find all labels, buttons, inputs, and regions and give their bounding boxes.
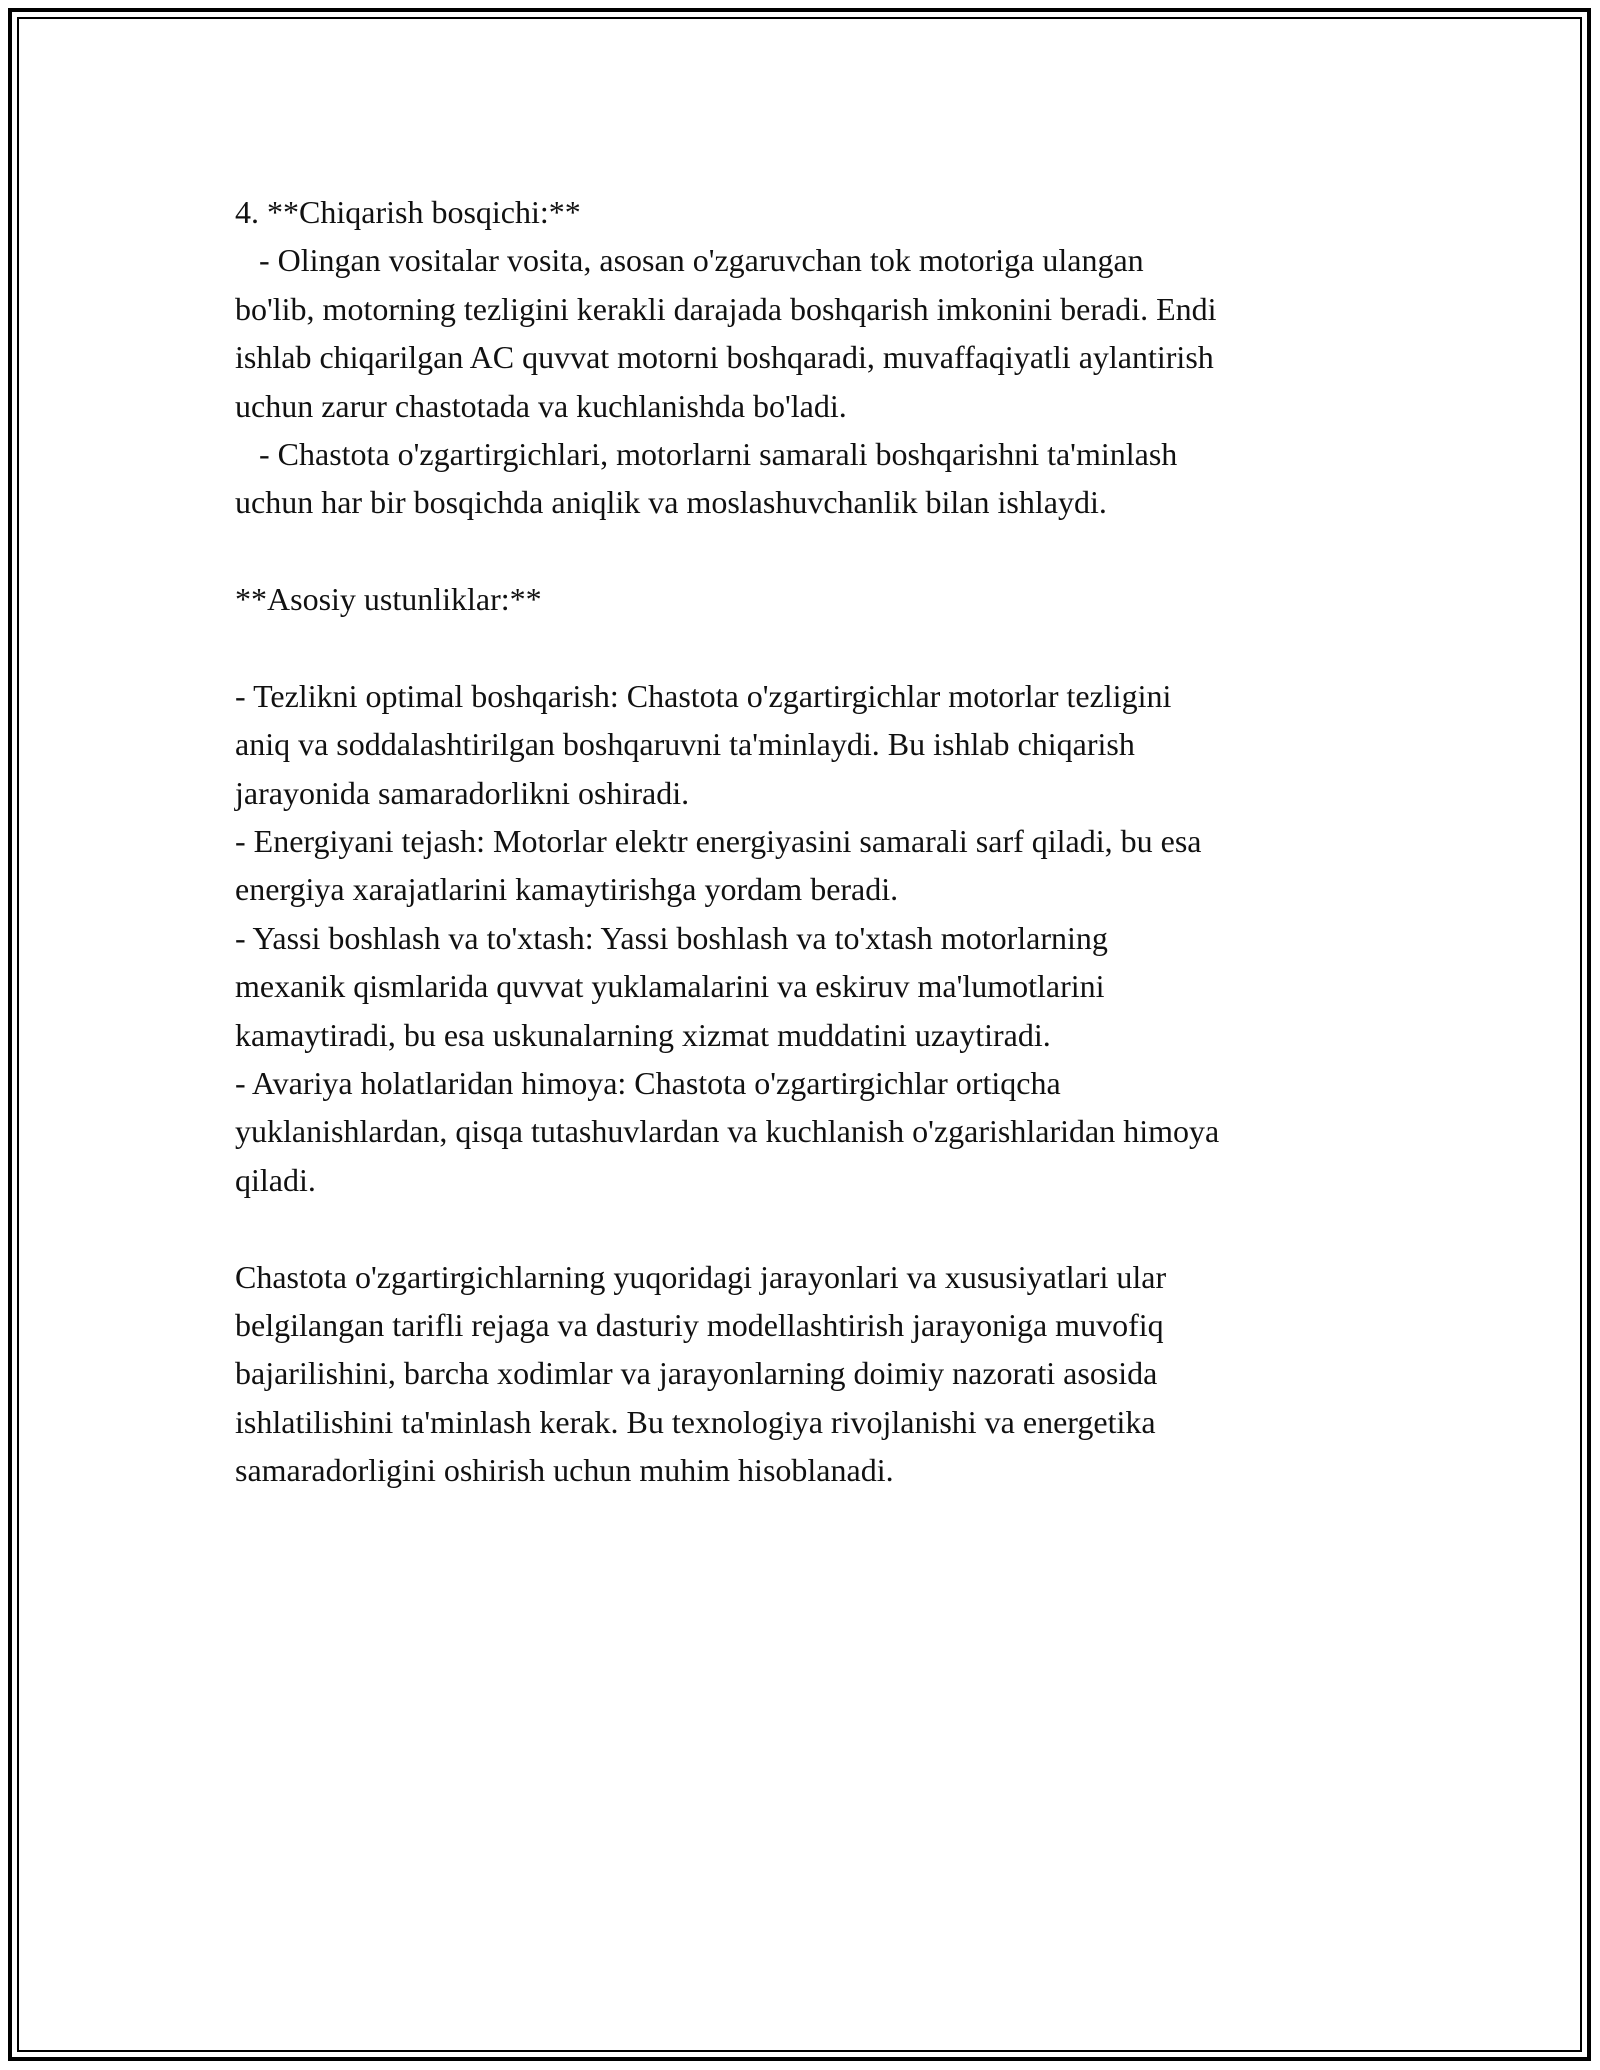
text-line: - Olingan vositalar vosita, asosan o'zgaruvchan tok motoriga ulangan	[235, 242, 1144, 279]
text-line: jarayonida samaradorlikni oshiradi.	[235, 774, 690, 811]
text-line: - Chastota o'zgartirgichlari, motorlarni samarali boshqarishni ta'minlash	[235, 435, 1178, 472]
text-line: samaradorligini oshirish uchun muhim hisoblanadi.	[235, 1452, 894, 1489]
text-line: energiya xarajatlarini kamaytirishga yordam beradi.	[235, 871, 899, 908]
paragraph-gap	[235, 1204, 1375, 1252]
paragraph-gap	[235, 527, 1375, 575]
text-line: - Tezlikni optimal boshqarish: Chastota o'zgartirgichlar motorlar tezligini	[235, 677, 1172, 714]
text-line: ishlatilishini ta'minlash kerak. Bu texnologiya rivojlanishi va energetika	[235, 1403, 1156, 1440]
text-line: ishlab chiqarilgan AC quvvat motorni boshqaradi, muvaffaqiyatli aylantirish	[235, 339, 1214, 376]
paragraph-gap	[235, 624, 1375, 672]
text-line: belgilangan tarifli rejaga va dasturiy modellashtirish jarayoniga muvofiq	[235, 1306, 1164, 1343]
text-line: yuklanishlardan, qisqa tutashuvlardan va kuchlanish o'zgarishlaridan himoya	[235, 1113, 1220, 1150]
text-line: aniq va soddalashtirilgan boshqaruvni ta'minlaydi. Bu ishlab chiqarish	[235, 726, 1135, 763]
text-line: qiladi.	[235, 1161, 316, 1198]
text-line: uchun har bir bosqichda aniqlik va moslashuvchanlik bilan ishlaydi.	[235, 484, 1107, 521]
text-line: bo'lib, motorning tezligini kerakli darajada boshqarish imkonini beradi. Endi	[235, 290, 1217, 327]
text-line: - Yassi boshlash va to'xtash: Yassi boshlash va to'xtash motorlarning	[235, 919, 1108, 956]
section-heading: 4. **Chiqarish bosqichi:**	[235, 194, 581, 230]
text-line: bajarilishini, barcha xodimlar va jarayonlarning doimiy nazorati asosida	[235, 1355, 1158, 1392]
text-line: mexanik qismlarida quvvat yuklamalarini va eskiruv ma'lumotlarini	[235, 968, 1105, 1005]
section-heading: **Asosiy ustunliklar:**	[235, 581, 542, 618]
text-line: - Energiyani tejash: Motorlar elektr energiyasini samarali sarf qiladi, bu esa	[235, 823, 1202, 860]
text-line: uchun zarur chastotada va kuchlanishda bo'ladi.	[235, 387, 847, 424]
text-line: kamaytiradi, bu esa uskunalarning xizmat muddatini uzaytiradi.	[235, 1016, 1051, 1053]
document-body	[235, 188, 1375, 1495]
text-line: Chastota o'zgartirgichlarning yuqoridagi jarayonlari va xususiyatlari ular	[235, 1258, 1167, 1295]
text-line: - Avariya holatlaridan himoya: Chastota o'zgartirgichlar ortiqcha	[235, 1065, 1061, 1102]
